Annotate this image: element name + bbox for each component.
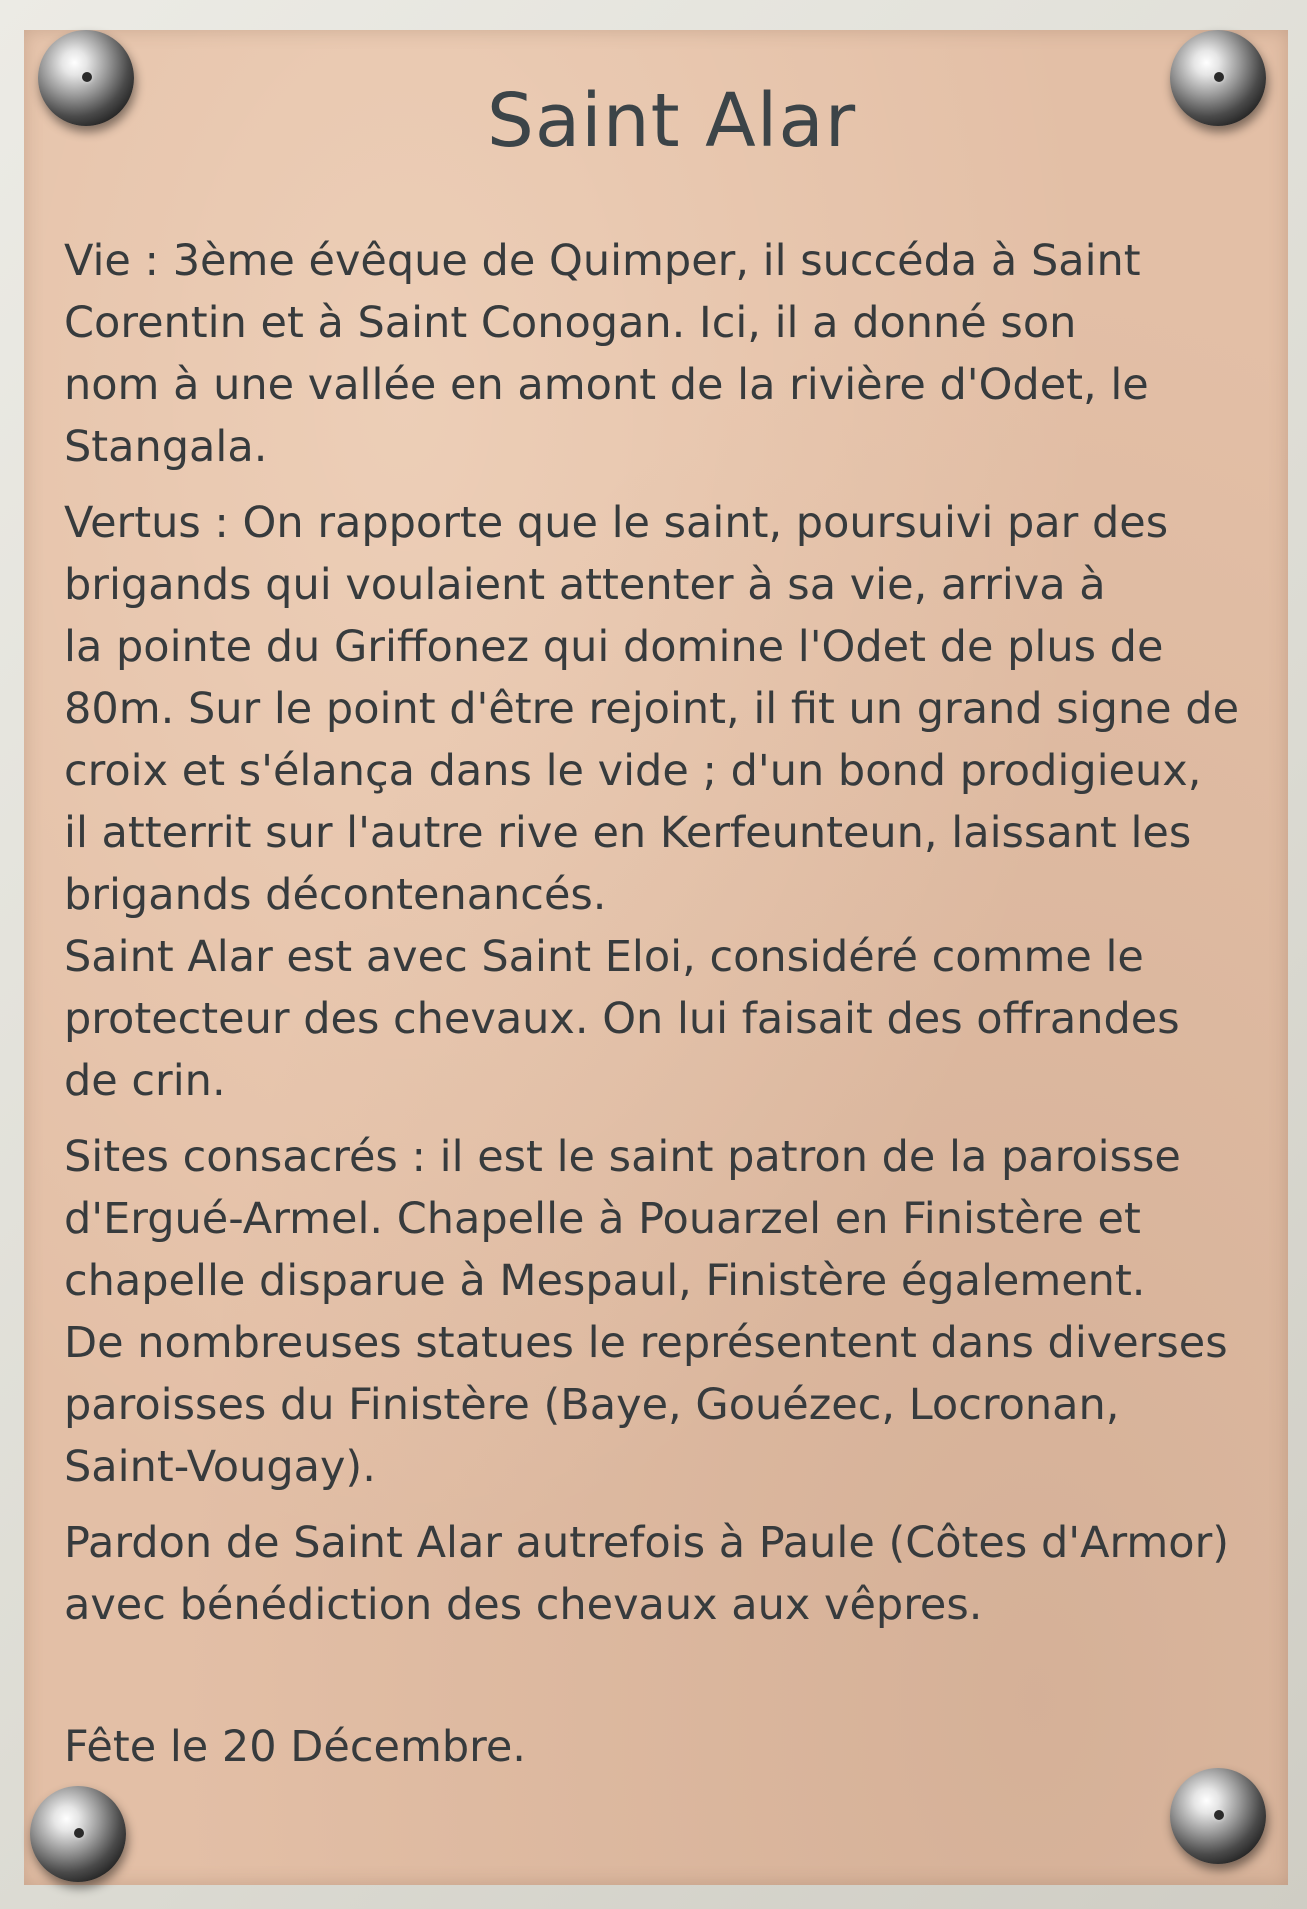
rivet-icon xyxy=(30,1786,126,1882)
rivet-icon xyxy=(1170,1768,1266,1864)
paragraph-pardon: Pardon de Saint Alar autrefois à Paule (Côtes d'Armor) avec bénédiction des chevaux aux vêpres. xyxy=(64,1518,1230,1630)
paragraph-vie: Vie : 3ème évêque de Quimper, il succéda à Saint Corentin et à Saint Conogan. Ici, il a donné son nom à une vallée en amont de la rivière d'Odet, le Stangala. xyxy=(64,236,1149,472)
paragraph-sites: Sites consacrés : il est le saint patron de la paroisse d'Ergué-Armel. Chapelle à Pouarzel en Finistère et chapelle disparue à Mespaul, Finistère également. De nombreuses statues le représentent dans diverses paroisses du Finistère (Baye, Gouézec, Locronan, Saint-Vougay). xyxy=(64,1132,1228,1492)
plaque-title: Saint Alar xyxy=(486,78,857,164)
paragraph-vertus: Vertus : On rapporte que le saint, poursuivi par des brigands qui voulaient attenter à sa vie, arriva à la pointe du Griffonez qui domine l'Odet de plus de 80m. Sur le point d'être rejoint, il fit un grand signe de croix et s'élança dans le vide ; d'un bond prodigieux, il atterrit sur l'autre rive en Kerfeunteun, laissant les brigands décontenancés. Saint Alar est avec Saint Eloi, considéré comme le protecteur des chevaux. On lui faisait des offrandes de crin. xyxy=(64,498,1240,1106)
plaque-body xyxy=(64,230,1244,1778)
paragraph-fete: Fête le 20 Décembre. xyxy=(64,1722,526,1772)
